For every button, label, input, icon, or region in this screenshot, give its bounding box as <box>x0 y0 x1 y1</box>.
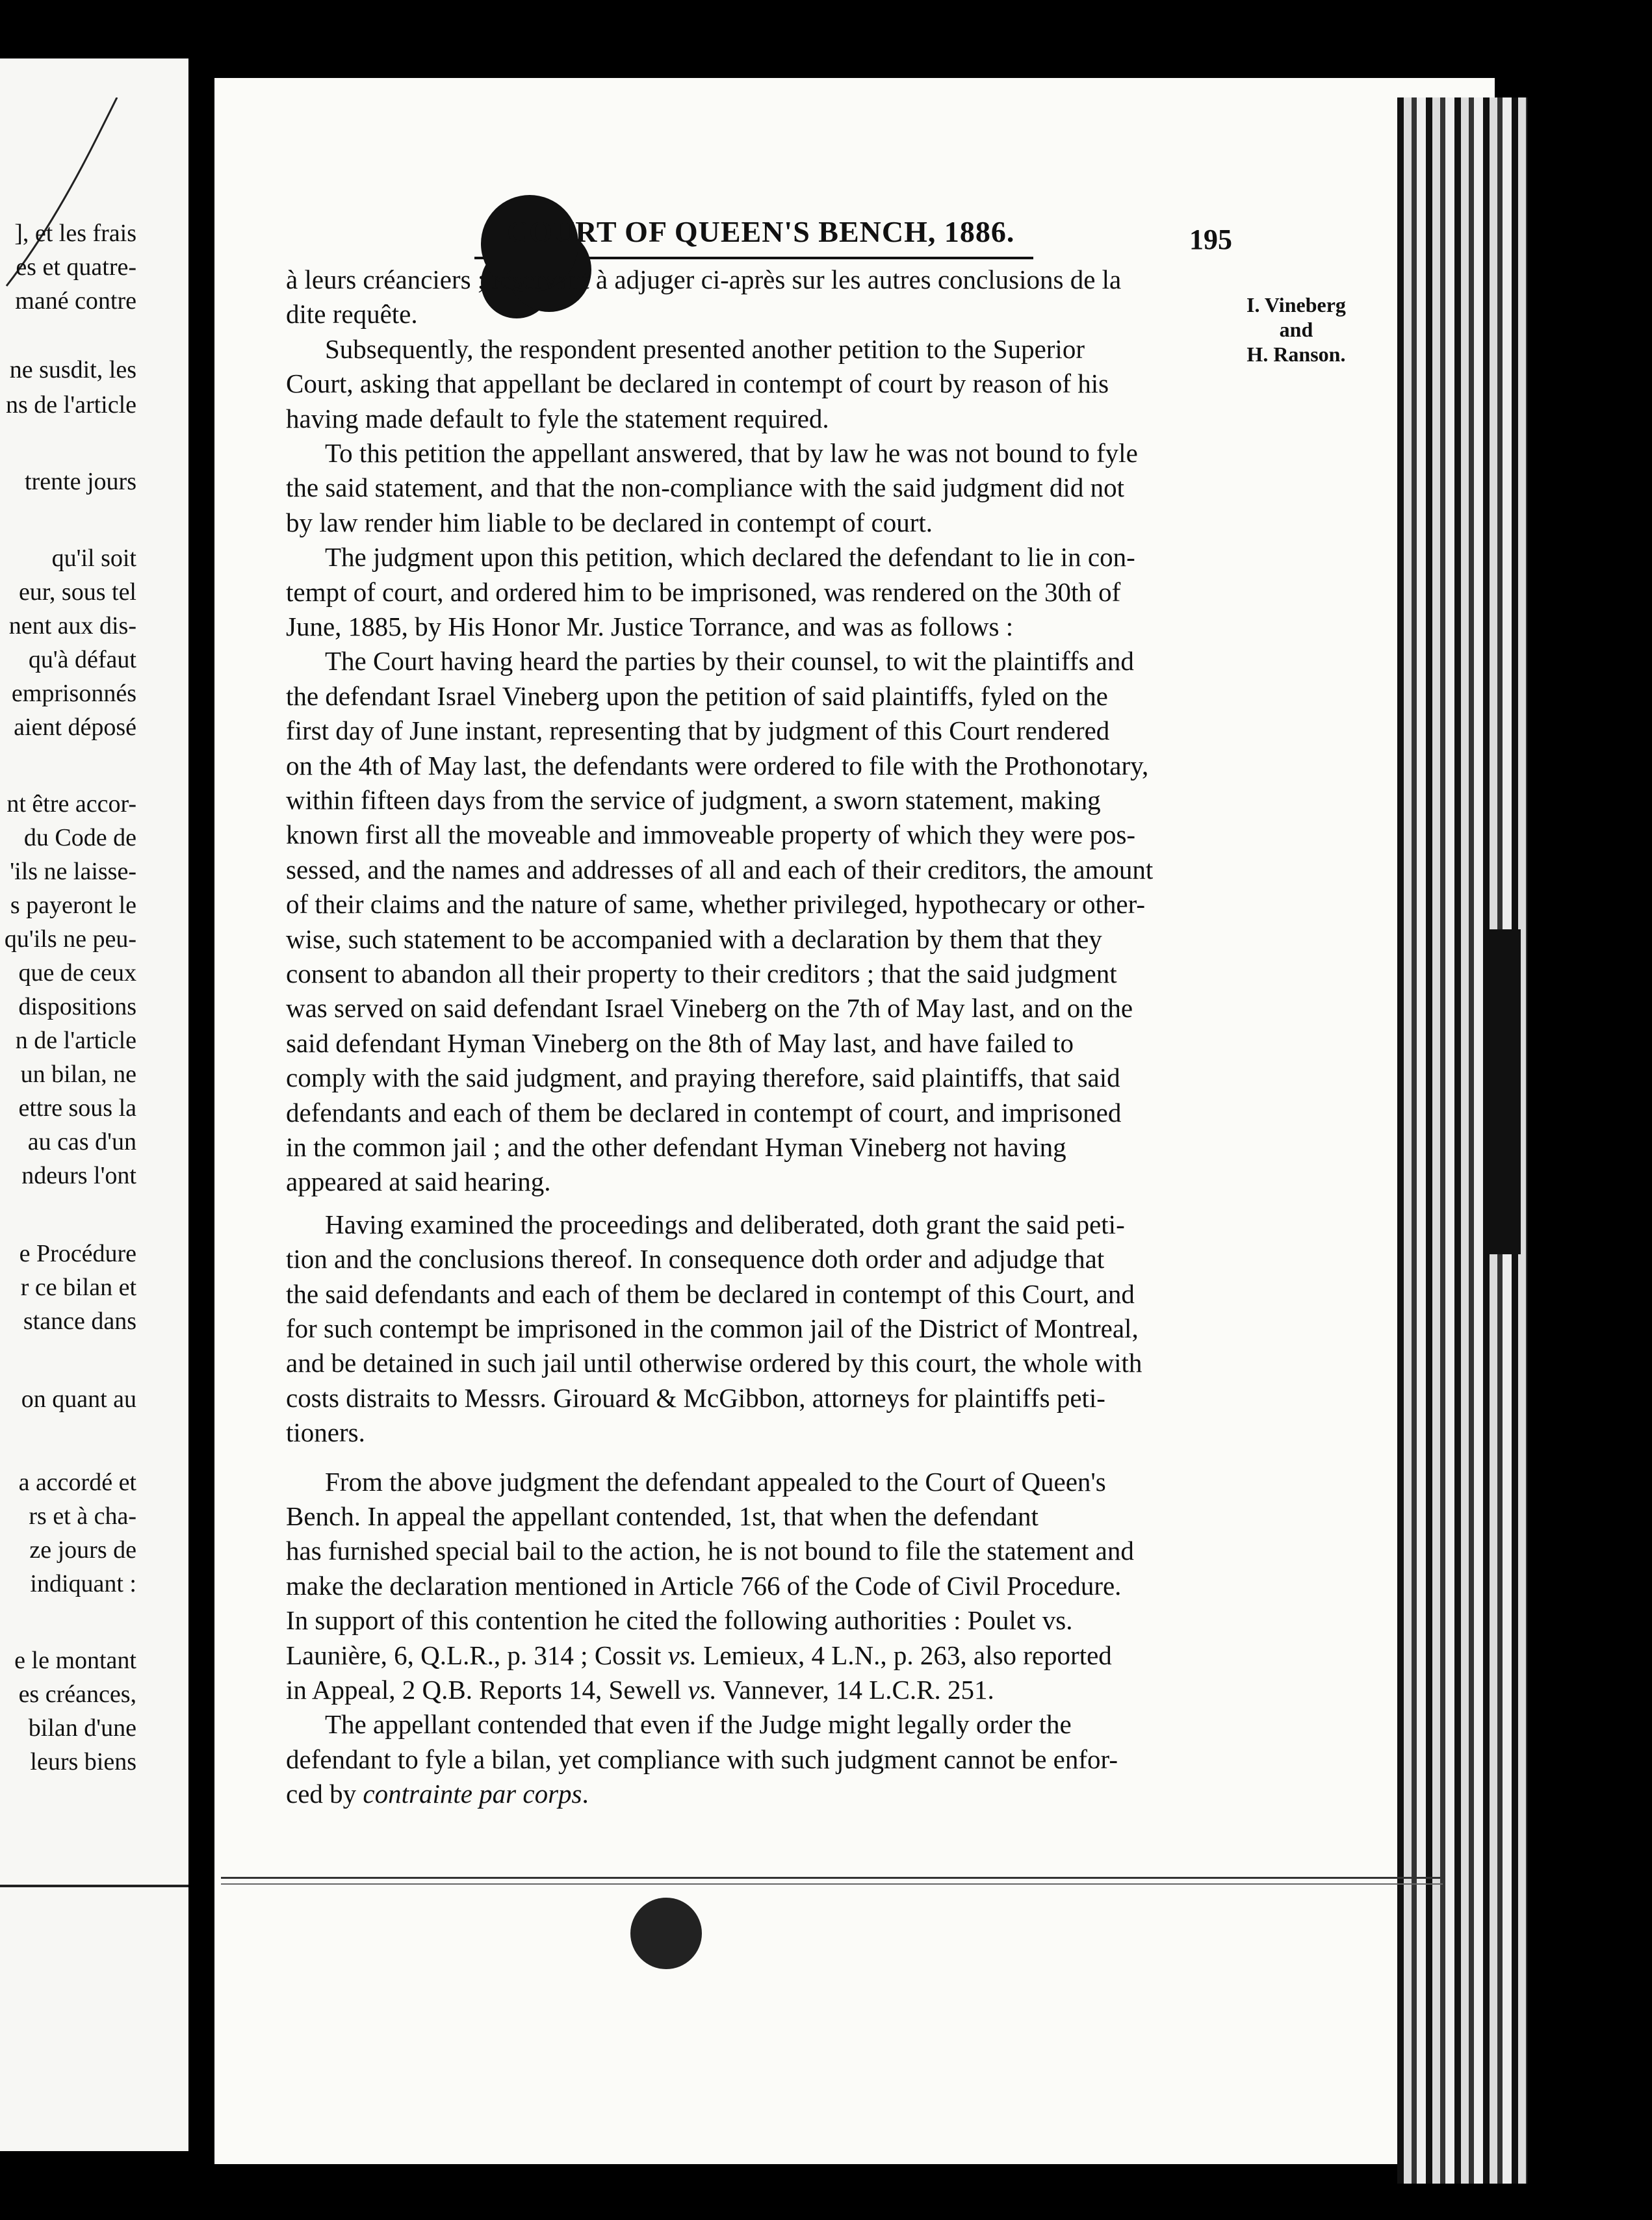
margin-case-note <box>1246 292 1346 367</box>
body-line: the said defendants and each of them be declared in contempt of this Court, and <box>286 1278 1135 1309</box>
body-line: make the declaration mentioned in Article 766 of the Code of Civil Procedure. <box>286 1570 1122 1601</box>
body-line: The judgment upon this petition, which declared the defendant to lie in con- <box>325 542 1135 573</box>
body-line: To this petition the appellant answered, that by law he was not bound to fyle <box>325 438 1138 468</box>
body-line: sessed, and the names and addresses of all and each of their creditors, the amount <box>286 854 1154 884</box>
body-line: known first all the moveable and immoveable property of which they were pos- <box>286 820 1136 850</box>
body-line: defendants and each of them be declared in contempt of court, and imprisoned <box>286 1097 1122 1128</box>
body-line: tion and the conclusions thereof. In consequence doth order and adjudge that <box>286 1244 1105 1274</box>
left-page-line: du Code de <box>23 824 136 851</box>
body-line: the said statement, and that the non-compliance with the said judgment did not <box>286 472 1125 503</box>
left-page-line: n de l'article <box>15 1027 136 1054</box>
left-page-line: ns de l'article <box>6 391 136 419</box>
left-page-line: trente jours <box>24 468 136 495</box>
case-note-party-2: H. Ranson. <box>1246 342 1346 366</box>
page-number: 195 <box>1189 224 1232 255</box>
body-line: by law render him liable to be declared in contempt of court. <box>286 507 933 537</box>
body-line: comply with the said judgment, and praying therefore, said plaintiffs, that said <box>286 1063 1120 1093</box>
edge-ink-mark <box>1488 929 1521 1254</box>
left-page-line: s payeront le <box>10 892 136 919</box>
left-page-line: aient déposé <box>14 714 136 741</box>
left-page-line: nt être accor- <box>6 790 136 818</box>
bottom-rule-secondary <box>221 1883 1443 1885</box>
left-page-line: 'ils ne laisse- <box>10 858 136 885</box>
left-page-line: bilan d'une <box>28 1714 136 1742</box>
left-page-line: a accordé et <box>18 1469 136 1496</box>
header-rule <box>474 257 1033 259</box>
left-page-line: emprisonnés <box>11 680 136 707</box>
left-page-bottom-rule <box>0 1885 188 1887</box>
body-line: the defendant Israel Vineberg upon the petition of said plaintiffs, fyled on the <box>286 680 1108 711</box>
body-line: and be detained in such jail until otherwise ordered by this court, the whole with <box>286 1348 1142 1378</box>
body-line: having made default to fyle the statement required. <box>286 403 829 433</box>
running-header: COURT OF QUEEN'S BENCH, 1886. <box>507 215 1015 248</box>
case-note-and: and <box>1279 318 1313 341</box>
left-page-line: ettre sous la <box>18 1094 136 1122</box>
body-line: ced by contrainte par corps. <box>286 1779 589 1809</box>
body-line: In support of this contention he cited the following authorities : Poulet vs. <box>286 1605 1073 1636</box>
body-line: tempt of court, and ordered him to be imprisoned, was rendered on the 30th of <box>286 576 1121 607</box>
body-line: consent to abandon all their property to their creditors ; that the said judgment <box>286 959 1117 988</box>
body-line: was served on said defendant Israel Vineberg on the 7th of May last, and on the <box>286 993 1133 1024</box>
body-line: Subsequently, the respondent presented another petition to the Superior <box>325 333 1085 364</box>
left-page-line: nent aux dis- <box>8 612 136 639</box>
body-line: appeared at said hearing. <box>286 1167 551 1197</box>
body-line: of their claims and the nature of same, whether privileged, hypothecary or other- <box>286 889 1146 920</box>
body-line: June, 1885, by His Honor Mr. Justice Torrance, and was as follows : <box>286 612 1014 641</box>
body-line: à leurs créanciers ; réservant à adjuger ci-après sur les autres conclusions de la <box>286 265 1122 294</box>
left-page-line: au cas d'un <box>27 1128 136 1155</box>
left-facing-page <box>0 58 188 2151</box>
left-page-line: e Procédure <box>19 1240 136 1267</box>
left-page-line: e le montant <box>14 1647 136 1674</box>
left-page-line: ], et les frais <box>14 220 136 247</box>
body-line: has furnished special bail to the action, he is not bound to file the statement and <box>286 1536 1134 1566</box>
ink-blot-bottom <box>630 1898 702 1969</box>
body-line: From the above judgment the defendant appealed to the Court of Queen's <box>325 1466 1106 1497</box>
body-line: Bench. In appeal the appellant contended, 1st, that when the defendant <box>286 1501 1039 1531</box>
body-line: in Appeal, 2 Q.B. Reports 14, Sewell vs. Vannever, 14 L.C.R. 251. <box>286 1675 994 1705</box>
body-line: on the 4th of May last, the defendants were ordered to file with the Prothonotary, <box>286 750 1149 781</box>
left-page-line: ndeurs l'ont <box>21 1162 136 1189</box>
left-page-line: eur, sous tel <box>18 578 136 606</box>
body-line: The Court having heard the parties by their counsel, to wit the plaintiffs and <box>325 646 1134 677</box>
left-page-line: on quant au <box>21 1386 136 1413</box>
bottom-rule <box>221 1877 1443 1879</box>
body-line: first day of June instant, representing that by judgment of this Court rendered <box>286 716 1110 746</box>
left-page-line: rs et à cha- <box>29 1503 136 1530</box>
body-line: tioners. <box>286 1417 365 1448</box>
left-page-line: r ce bilan et <box>20 1274 136 1301</box>
body-line: defendant to fyle a bilan, yet compliance with such judgment cannot be enfor- <box>286 1744 1118 1774</box>
left-page-line: qu'il soit <box>51 545 136 572</box>
left-page-line: es et quatre- <box>16 253 136 281</box>
case-note-party-1: I. Vineberg <box>1246 293 1346 316</box>
left-page-line: un bilan, ne <box>20 1061 136 1088</box>
left-page-line: qu'ils ne peu- <box>4 925 136 953</box>
left-page-line: es créances, <box>18 1681 136 1708</box>
body-line: wise, such statement to be accompanied with a declaration by them that they <box>286 923 1102 954</box>
left-page-line: ne susdit, les <box>9 356 136 383</box>
left-page-line: mané contre <box>15 287 136 315</box>
body-line: for such contempt be imprisoned in the common jail of the District of Montreal, <box>286 1313 1139 1343</box>
left-page-line: qu'à défaut <box>28 646 136 673</box>
body-line: Launière, 6, Q.L.R., p. 314 ; Cossit vs. Lemieux, 4 L.N., p. 263, also reported <box>286 1640 1112 1670</box>
left-page-line: dispositions <box>18 993 136 1020</box>
body-line: Having examined the proceedings and deliberated, doth grant the said peti- <box>325 1209 1125 1239</box>
left-page-line: que de ceux <box>18 959 136 987</box>
left-page-line: ze jours de <box>29 1536 136 1564</box>
body-line: Court, asking that appellant be declared in contempt of court by reason of his <box>286 368 1109 399</box>
left-page-line: leurs biens <box>30 1748 136 1775</box>
body-line: within fifteen days from the service of judgment, a sworn statement, making <box>286 785 1101 815</box>
body-line: dite requête. <box>286 299 418 329</box>
body-line: The appellant contended that even if the Judge might legally order the <box>325 1709 1072 1740</box>
left-page-line: indiquant : <box>30 1570 136 1597</box>
body-line: in the common jail ; and the other defendant Hyman Vineberg not having <box>286 1132 1066 1162</box>
body-line: costs distraits to Messrs. Girouard & McGibbon, attorneys for plaintiffs peti- <box>286 1382 1105 1413</box>
body-line: said defendant Hyman Vineberg on the 8th of May last, and have failed to <box>286 1027 1074 1058</box>
left-page-line: stance dans <box>23 1308 136 1335</box>
